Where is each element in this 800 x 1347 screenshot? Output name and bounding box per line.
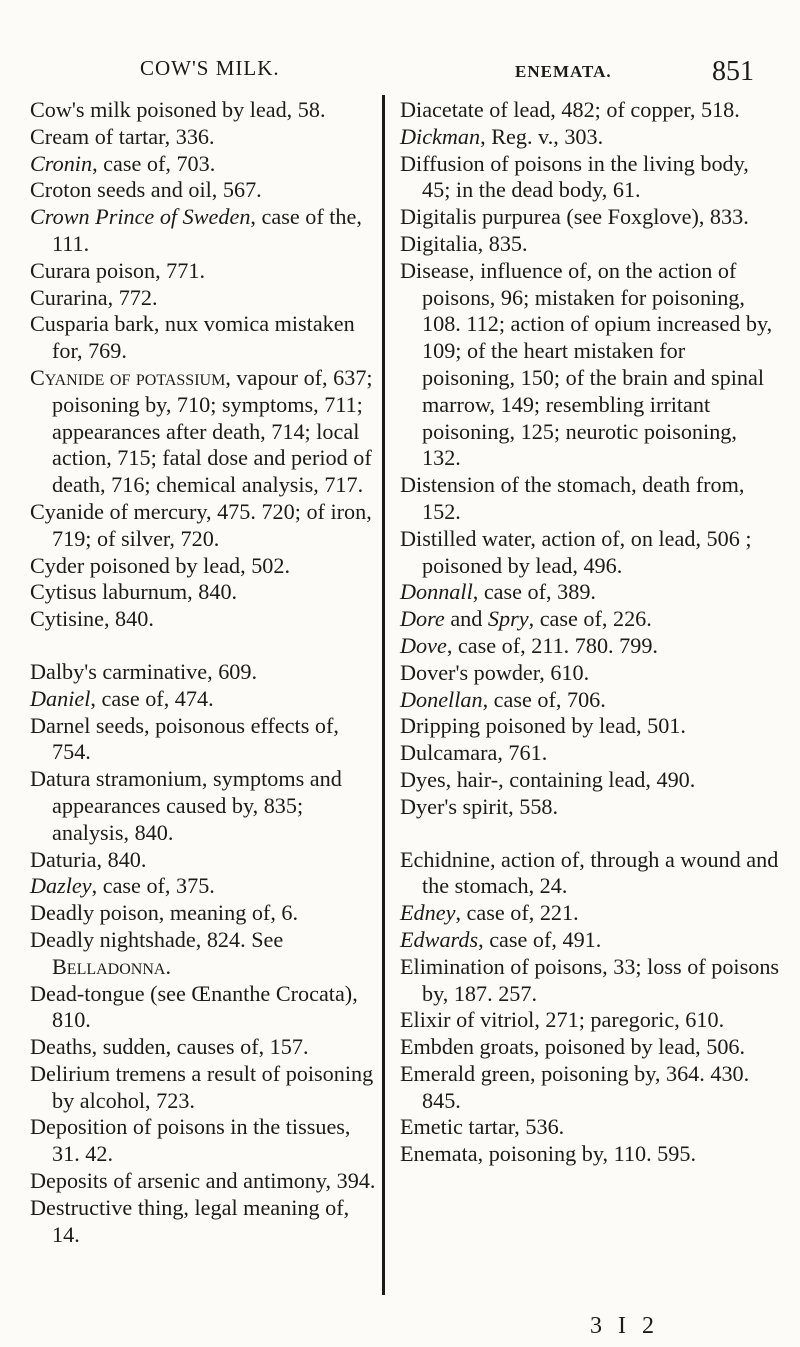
entry-group-d-cont [400,97,780,821]
index-entry: Embden groats, poisoned by lead, 506. [400,1034,746,1060]
index-entry: Deposition of poisons in the tissues, 31. 42. [30,1114,351,1167]
index-entry: Deaths, sudden, causes of, 157. [30,1034,309,1060]
index-entry: Emetic tartar, 536. [400,1114,565,1140]
index-entry: Dazley, case of, 375. [30,873,215,899]
index-column-left [30,97,377,1248]
index-entry: Cytisus laburnum, 840. [30,579,238,605]
index-entry: Edwards, case of, 491. [400,926,602,952]
index-entry: Cyanide of potassium, vapour of, 637; poisoning by, 710; symptoms, 711; appearances after death, 714; local action, 715; fatal dose and period of death, 716; chemical analysis, 717. [30,364,373,498]
index-entry: Emerald green, poisoning by, 364. 430. 845. [400,1060,750,1113]
index-entry: Distilled water, action of, on lead, 506 ; poisoned by lead, 496. [400,525,752,578]
index-entry: Edney, case of, 221. [400,900,579,926]
index-entry: Donellan, case of, 706. [400,686,606,712]
index-entry: Elixir of vitriol, 271; paregoric, 610. [400,1007,725,1033]
index-entry: Dripping poisoned by lead, 501. [400,713,686,739]
index-entry: Digitalis purpurea (see Foxglove), 833. [400,204,749,230]
index-entry: Elimination of poisons, 33; loss of poisons by, 187. 257. [400,953,780,1006]
index-entry: Dyes, hair-, containing lead, 490. [400,766,696,792]
index-entry: Cronin, case of, 703. [30,150,216,176]
index-entry: Dead-tongue (see Œnanthe Crocata), 810. [30,980,358,1033]
entry-group-c [30,97,377,633]
index-entry: Cusparia bark, nux vomica mistaken for, 769. [30,311,355,364]
index-entry: Dove, case of, 211. 780. 799. [400,632,658,658]
index-entry: Distension of the stomach, death from, 152. [400,472,745,524]
index-column-right [400,97,780,1168]
index-entry: Disease, influence of, on the action of poisons, 96; mistaken for poisoning, 108. 112; action of opium increased by, 109; of the heart mistaken for poisoning, 150; of the brain and spinal marrow, 149; resembling irritant poisoning, 125; neurotic poisoning, 132. [400,257,773,471]
running-header [0,56,800,86]
index-entry: Deposits of arsenic and antimony, 394. [30,1168,376,1194]
index-entry: Curara poison, 771. [30,257,206,283]
index-entry: Datura stramonium, symptoms and appearances caused by, 835; analysis, 840. [30,766,342,845]
index-entry: Donnall, case of, 389. [400,579,596,605]
index-entry: Enemata, poisoning by, 110. 595. [400,1141,696,1167]
index-entry: Deadly nightshade, 824. See Belladonna. [30,926,284,979]
index-entry: Cyder poisoned by lead, 502. [30,552,291,578]
header-right: ENEMATA. [515,62,612,81]
group-gap [400,821,780,847]
index-entry: Daniel, case of, 474. [30,685,214,711]
index-entry: Daturia, 840. [30,846,147,872]
index-entry: Echidnine, action of, through a wound and the stomach, 24. [400,846,779,899]
index-entry: Crown Prince of Sweden, case of the, 111. [30,204,362,256]
index-entry: Curarina, 772. [30,284,158,310]
entry-group-d [30,659,377,1249]
column-divider [382,95,385,1295]
index-entry: Diffusion of poisons in the living body, 45; in the dead body, 61. [400,150,749,203]
index-entry: Diacetate of lead, 482; of copper, 518. [400,97,740,122]
index-entry: Delirium tremens a result of poisoning by alcohol, 723. [30,1060,374,1113]
index-entry: Cytisine, 840. [30,606,154,632]
index-entry: Cow's milk poisoned by lead, 58. [30,97,326,122]
index-entry: Dover's powder, 610. [400,659,590,685]
index-entry: Destructive thing, legal meaning of, 14. [30,1194,350,1247]
index-entry: Digitalia, 835. [400,230,528,256]
index-entry: Dalby's carminative, 609. [30,658,258,684]
index-entry: Dulcamara, 761. [400,740,548,766]
index-entry: Dickman, Reg. v., 303. [400,123,604,149]
index-entry: Cream of tartar, 336. [30,123,215,149]
printer-signature: 3 I 2 [590,1313,659,1339]
index-entry: Deadly poison, meaning of, 6. [30,900,299,926]
index-entry: Darnel seeds, poisonous effects of, 754. [30,712,339,765]
index-entry: Croton seeds and oil, 567. [30,177,262,203]
group-gap [30,633,377,659]
page-number: 851 [712,56,754,87]
entry-group-e [400,847,780,1169]
index-entry: Dore and Spry, case of, 226. [400,606,652,632]
header-left: COW'S MILK. [140,56,280,80]
index-entry: Cyanide of mercury, 475. 720; of iron, 719; of silver, 720. [30,498,372,551]
index-entry: Dyer's spirit, 558. [400,793,559,819]
